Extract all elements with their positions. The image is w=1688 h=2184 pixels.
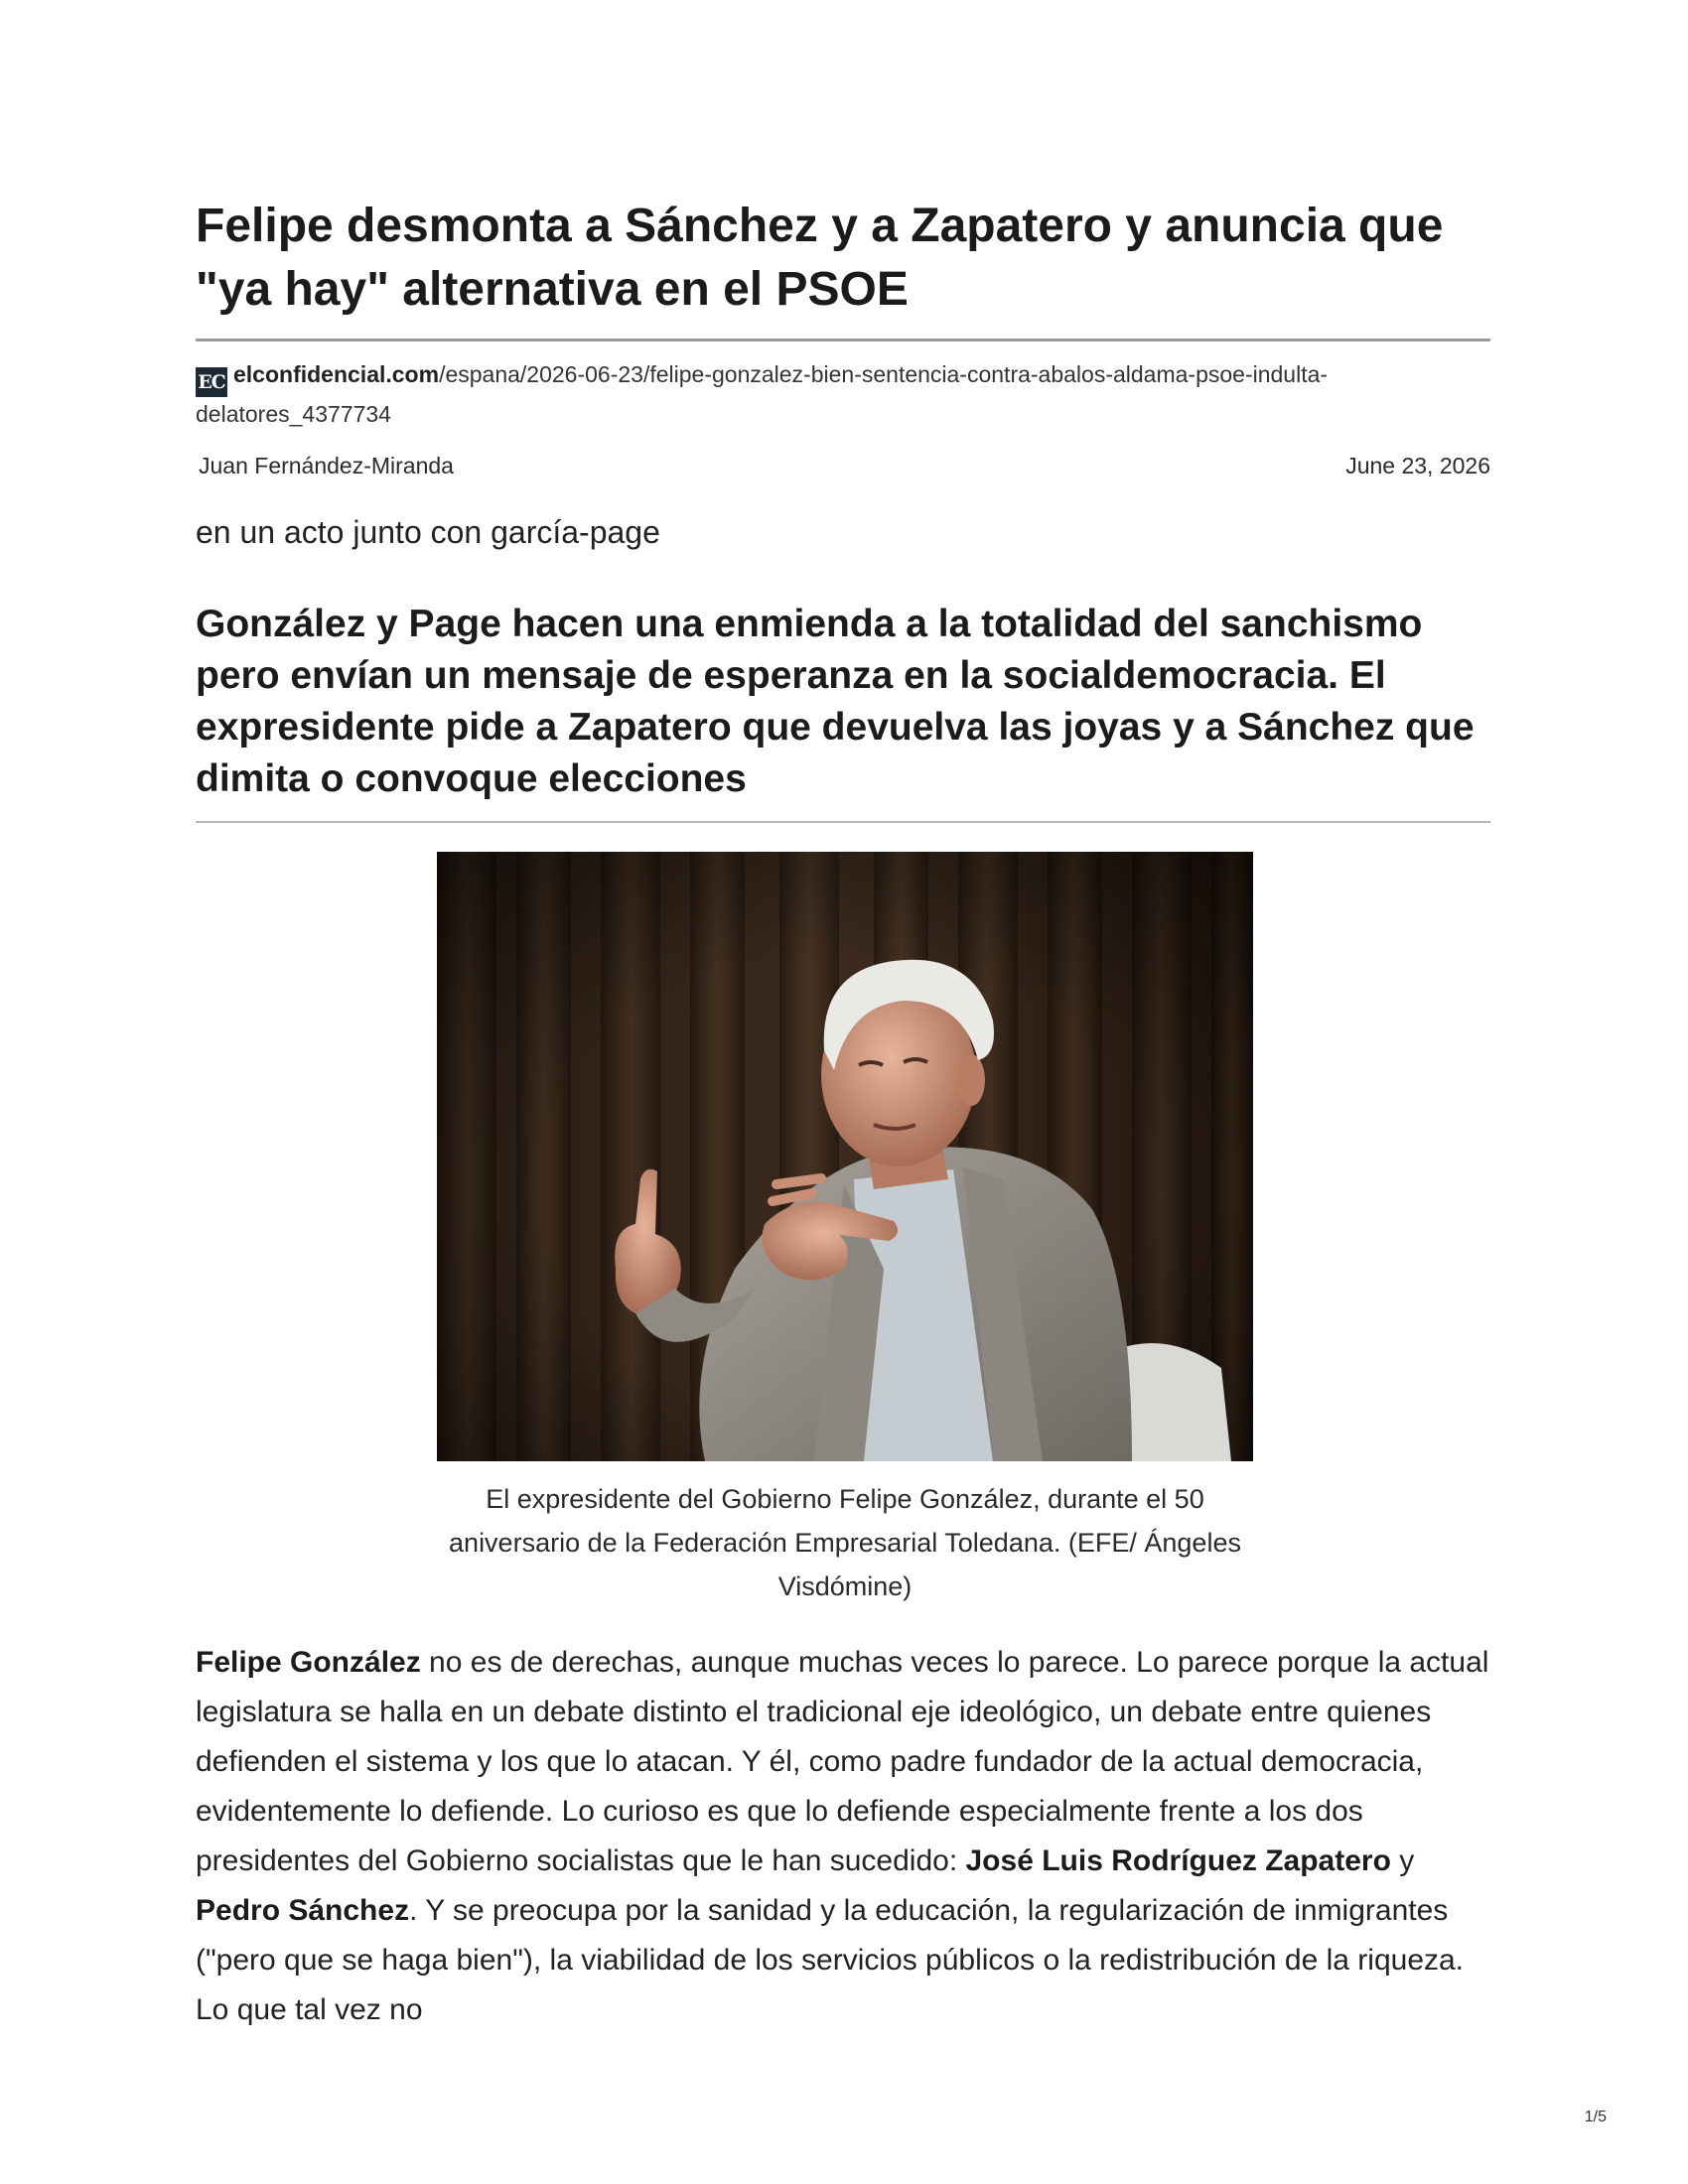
bold-name-zapatero: José Luis Rodríguez Zapatero — [965, 1844, 1391, 1877]
source-path[interactable]: /espana/2026-06-23/felipe-gonzalez-bien-sentencia-contra-abalos-aldama-psoe-indulta-delatores_4377734 — [196, 361, 1329, 427]
body-text: y — [1390, 1844, 1415, 1877]
bold-name-pedro-sanchez: Pedro Sánchez — [196, 1894, 410, 1927]
source-link[interactable] — [196, 357, 1490, 431]
image-caption: El expresidente del Gobierno Felipe González, durante el 50 aniversario de la Federación Empresarial Toledana. (EFE/ Ángeles Visdómine) — [449, 1484, 1241, 1601]
article-subtitle: González y Page hacen una enmienda a la totalidad del sanchismo pero envían un mensaje de esperanza en la socialdemocracia. El expresidente pide a Zapatero que devuelva las joyas y a Sánchez que dimita o convoque elecciones — [196, 603, 1475, 800]
body-text: no es de derechas, aunque muchas veces lo parece. Lo parece porque la actual legislatura se halla en un debate distinto el tradicional eje ideológico, un debate entre quienes defienden el sistema y los que lo atacan. Y él, como padre fundador de la actual democracia, evidentemente lo defiende. Lo curioso es que lo defiende especialmente frente a los dos presidentes del Gobierno socialistas que le han sucedido: — [196, 1646, 1489, 1877]
article-body-paragraph — [196, 1638, 1490, 2035]
article-figure — [437, 852, 1253, 1608]
byline — [196, 453, 1490, 479]
page-number: 1/5 — [1584, 2109, 1607, 2125]
subtitle-divider — [196, 821, 1490, 823]
source-domain[interactable]: elconfidencial.com — [233, 361, 440, 387]
title-divider — [196, 339, 1490, 341]
publish-date: June 23, 2026 — [1345, 453, 1490, 478]
felipe-gonzalez-photo — [437, 852, 1253, 1461]
article — [196, 195, 1490, 2065]
article-title: Felipe desmonta a Sánchez y a Zapatero y anuncia que "ya hay" alternativa en el PSOE — [196, 200, 1444, 316]
bold-name-felipe-gonzalez: Felipe González — [196, 1646, 421, 1679]
article-kicker: en un acto junto con garcía-page — [196, 514, 660, 550]
elconfidencial-logo-icon: EC — [196, 367, 227, 397]
body-text: . Y se preocupa por la sanidad y la educación, la regularización de inmigrantes ("pero que se haga bien"), la viabilidad de los servicios públicos o la redistribución de la riqueza. Lo que tal vez no — [196, 1894, 1465, 2026]
author-name: Juan Fernández-Miranda — [199, 453, 454, 478]
